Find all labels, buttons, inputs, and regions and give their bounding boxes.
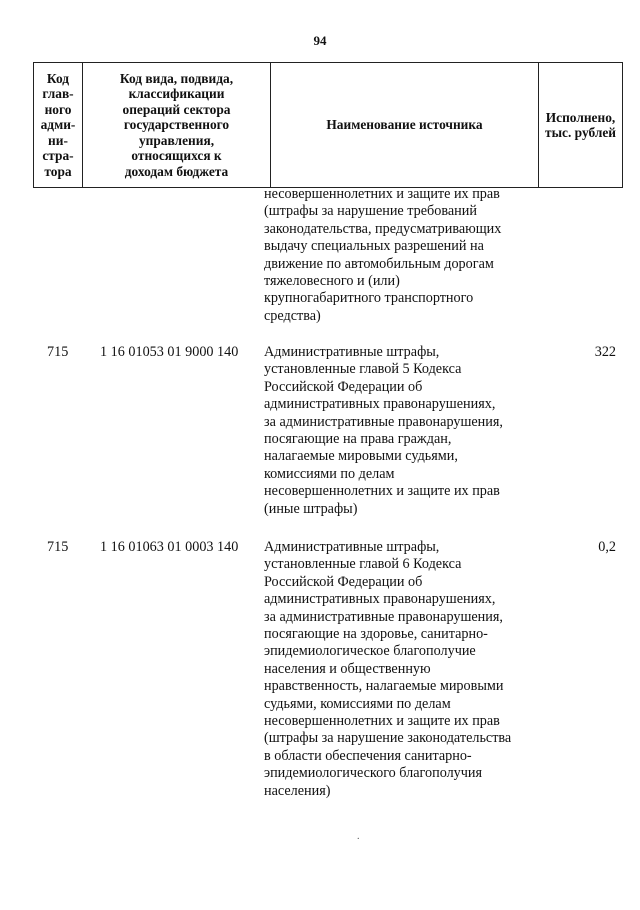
text-line: посягающие на здоровье, санитарно- (264, 626, 488, 643)
text-line: за административные правонарушения, (264, 608, 503, 625)
text-line: государственного (123, 117, 230, 133)
text-line: глав- (42, 86, 74, 102)
text-line: (иные штрафы) (264, 500, 358, 517)
classification-code-cell: 1 16 01053 01 9000 140 (100, 344, 239, 360)
text-line: Административные штрафы, (264, 539, 440, 555)
text-line: ного (44, 101, 72, 117)
text-line: налагаемые мировыми судьями, (264, 448, 458, 465)
text-line: классификации (128, 86, 225, 102)
footer-mark: . (357, 831, 360, 842)
text-line: административных правонарушениях, (264, 396, 496, 413)
amount-cell: 322 (594, 344, 616, 360)
header-executed (539, 63, 623, 188)
text-line: комиссиями по делам (264, 465, 395, 482)
classification-code-cell: 1 16 01063 01 0003 140 (100, 539, 239, 555)
header-classification-code (83, 63, 271, 188)
header-source-name-text: Наименование источника (326, 117, 483, 133)
text-line: тора (44, 163, 72, 179)
text-line: населения) (264, 782, 331, 799)
text-line: относящихся к (131, 148, 222, 164)
text-line: Код вида, подвида, (119, 71, 234, 87)
header-admin-code-lines (36, 71, 80, 179)
text-line: несовершеннолетних и защите их прав (264, 483, 500, 500)
text-line: Российской Федерации об (264, 378, 423, 395)
text-line: установленные главой 6 Кодекса (264, 556, 462, 573)
admin-code-cell: 715 (47, 344, 69, 360)
text-line: (штрафы за нарушение требований (264, 203, 477, 220)
text-line: несовершеннолетних и защите их прав (264, 186, 500, 202)
text-line: установленные главой 5 Кодекса (264, 361, 462, 378)
text-line: населения и общественную (264, 660, 431, 677)
text-line: ни- (48, 132, 68, 148)
header-admin-code (34, 63, 83, 188)
text-line: доходам бюджета (124, 163, 229, 179)
text-line: тыс. рублей (545, 125, 616, 140)
text-line: Исполнено, (545, 109, 616, 125)
text-line: судьями, комиссиями по делам (264, 695, 451, 712)
text-line: Российской Федерации об (264, 573, 423, 590)
text-line: тяжеловесного и (или) (264, 273, 400, 290)
table-header (33, 62, 623, 188)
text-line: несовершеннолетних и защите их прав (264, 713, 500, 730)
text-line: Код (46, 71, 70, 87)
continuation-text (264, 186, 544, 325)
source-name-cell (264, 344, 554, 518)
admin-code-cell: 715 (47, 539, 69, 555)
text-line: крупногабаритного транспортного (264, 290, 474, 307)
text-line: эпидемиологическое благополучие (264, 643, 476, 660)
text-line: управления, (138, 132, 215, 148)
text-line: в области обеспечения санитарно- (264, 747, 472, 764)
text-line: стра- (42, 148, 74, 164)
text-line: эпидемиологического благополучия (264, 765, 483, 782)
text-line: административных правонарушениях, (264, 591, 496, 608)
text-line: законодательства, предусматривающих (264, 220, 502, 237)
text-line: операций сектора (122, 101, 231, 117)
page-number: 94 (313, 33, 327, 48)
text-line: средства) (264, 307, 321, 324)
text-line: нравственность, налагаемые мировыми (264, 678, 504, 695)
text-line: Административные штрафы, (264, 344, 440, 360)
amount-cell: 0,2 (598, 539, 616, 555)
text-line: движение по автомобильным дорогам (264, 255, 494, 272)
text-line: выдачу специальных разрешений на (264, 238, 484, 255)
header-executed-lines (541, 110, 620, 141)
text-line: за административные правонарушения, (264, 413, 503, 430)
header-classification-lines (85, 71, 268, 179)
header-source-name (271, 63, 539, 188)
text-line: посягающие на права граждан, (264, 431, 452, 448)
source-name-cell (264, 539, 554, 800)
text-line: адми- (40, 117, 76, 133)
text-line: (штрафы за нарушение законодательства (264, 730, 512, 747)
